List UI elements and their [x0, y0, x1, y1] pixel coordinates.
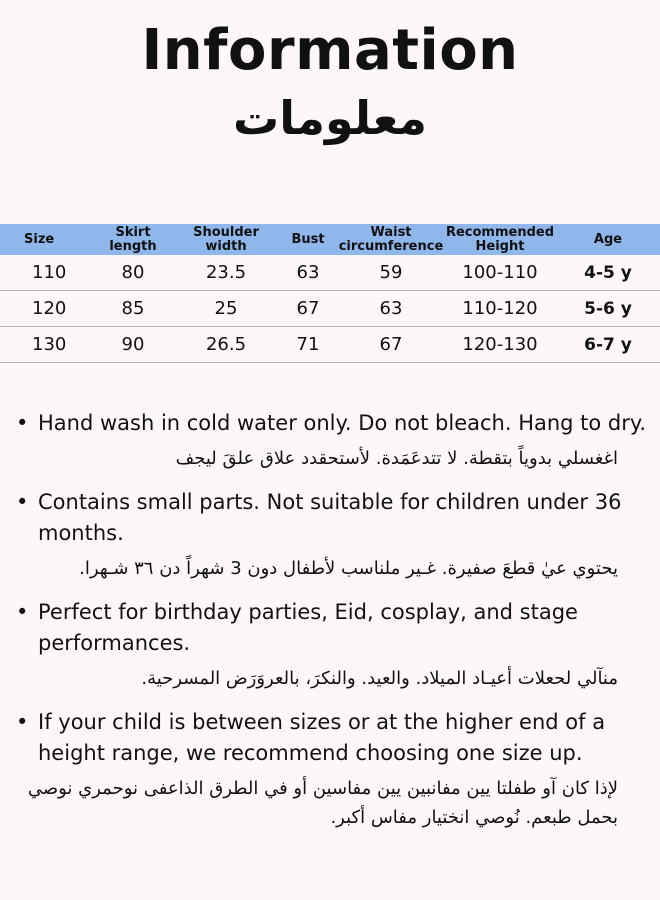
note-text-english: Perfect for birthday parties, Eid, cosplay, and stage performances. — [38, 600, 578, 655]
table-cell: 120 — [0, 291, 92, 327]
table-cell: 110 — [0, 255, 92, 291]
list-item — [0, 487, 660, 583]
table-cell: 71 — [278, 327, 338, 363]
table-cell: 63 — [278, 255, 338, 291]
bullet-icon: • — [16, 490, 29, 514]
column-header: Size — [0, 224, 92, 255]
table-cell: 80 — [92, 255, 174, 291]
table-cell: 4-5 y — [556, 255, 660, 291]
bullet-icon: • — [16, 411, 29, 435]
table-row — [0, 327, 660, 363]
column-header: Recommended Height — [445, 224, 555, 254]
table-cell: 100-110 — [444, 255, 556, 291]
table-cell: 130 — [0, 327, 92, 363]
table-cell: 90 — [92, 327, 174, 363]
table-cell: 67 — [278, 291, 338, 327]
note-text-english: Contains small parts. Not suitable for children under 36 months. — [38, 490, 622, 545]
note-text-arabic: لإذا كان آو طفلتا يين مفانبين يين مفاسين أو في الطرق الذاعفى نوحمري نوصي بحمل طبعم. نُوصي انختيار مفاس أكبر. — [27, 778, 618, 828]
table-cell: 67 — [338, 327, 444, 363]
table-cell: 26.5 — [174, 327, 278, 363]
table-cell: 23.5 — [174, 255, 278, 291]
table-cell: 63 — [338, 291, 444, 327]
table-cell: 120-130 — [444, 327, 556, 363]
page-title-arabic: معلومات — [232, 91, 428, 145]
table-row — [0, 291, 660, 327]
size-chart-table — [0, 224, 660, 363]
table-cell: 59 — [338, 255, 444, 291]
list-item — [0, 597, 660, 693]
table-cell: 6-7 y — [556, 327, 660, 363]
list-item — [0, 408, 660, 473]
column-header: Age — [556, 224, 660, 255]
table-header-row — [0, 224, 660, 255]
table-cell: 25 — [174, 291, 278, 327]
care-notes-list — [0, 408, 660, 846]
note-text-arabic: اغغسلي بدوياً بتقطة. لا تتدعَمَدة. لأستحقدد علاق علقَ ليجف — [175, 448, 618, 469]
bullet-icon: • — [16, 710, 29, 734]
table-cell: 110-120 — [444, 291, 556, 327]
note-text-english: Hand wash in cold water only. Do not bleach. Hang to dry. — [38, 411, 647, 435]
table-cell: 85 — [92, 291, 174, 327]
column-header: Shoulder width — [174, 224, 278, 255]
column-header: Waist circumference — [338, 224, 444, 254]
column-header: Bust — [278, 224, 338, 255]
note-text-arabic: يحتوي عيٰ قطعَ صفيرة. غـير ملناسب لأطفال دون 3 شهراً دن ٣٦ شـهرا. — [79, 558, 618, 579]
column-header: Skirt length — [92, 224, 174, 255]
note-text-arabic: منآلي لحعلات أعيـاد الميلاد. والعيد. والنكرَ، بالعروَرَض المسرحية. — [141, 668, 618, 689]
bullet-icon: • — [16, 600, 29, 624]
note-text-english: If your child is between sizes or at the higher end of a height range, we recommend choosing one size up. — [38, 710, 606, 765]
table-row — [0, 255, 660, 291]
table-cell: 5-6 y — [556, 291, 660, 327]
page-title: Information — [141, 18, 519, 83]
list-item — [0, 707, 660, 832]
